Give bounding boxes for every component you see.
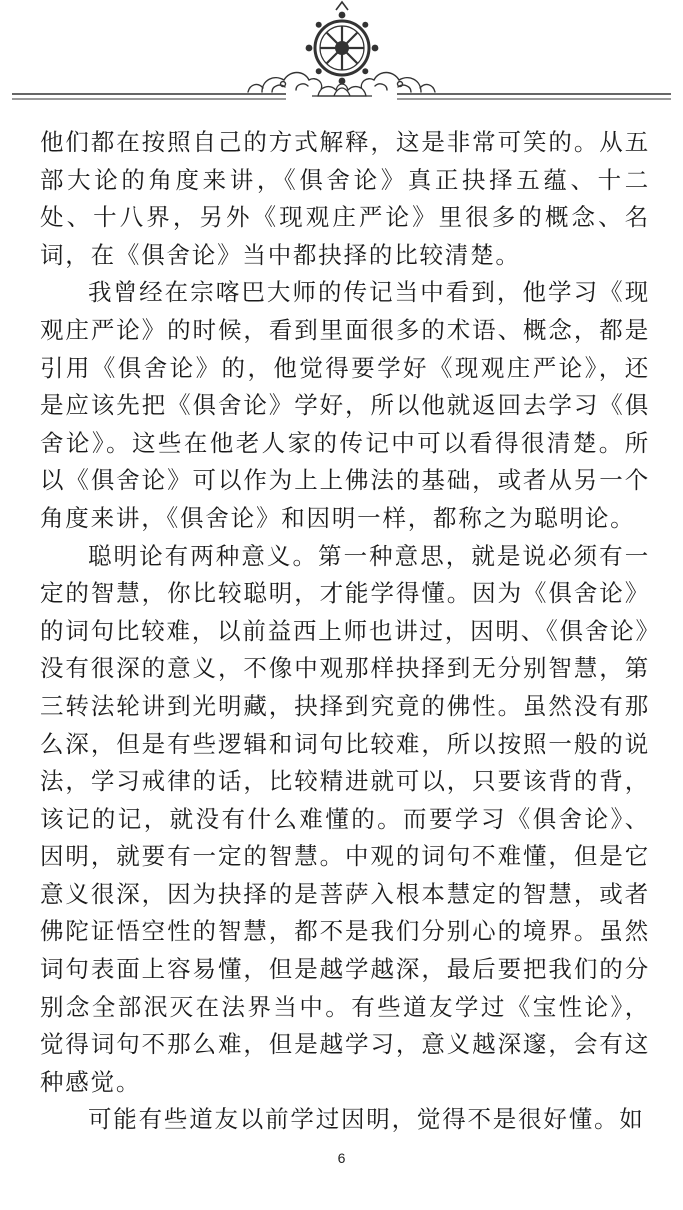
text-line: 因明，就要有一定的智慧。中观的词句不难懂，但是它 <box>40 842 650 871</box>
text-line: 聪明论有两种意义。第一种意思，就是说必须有一 <box>88 541 650 570</box>
text-line: 十八界，另外《现观庄严论》里很多的概念、名词，在 <box>40 203 650 269</box>
text-line: 《俱舍论》当中都抉择的比较清楚。 <box>115 240 521 269</box>
page-body <box>40 124 661 1139</box>
text-line: 部大论的角度来讲，《俱舍论》真正抉择五蕴、十二处、 <box>40 165 650 232</box>
text-line: 是应该先把《俱舍论》学好，所以他就返回去学习《俱 <box>40 391 650 420</box>
paragraph <box>40 538 661 1102</box>
text-line: 观庄严论》的时候，看到里面很多的术语、概念，都是 <box>40 315 650 344</box>
paragraph <box>40 1101 650 1139</box>
text-line: 法，学习戒律的话，比较精进就可以，只要该背的背， <box>40 767 650 796</box>
text-line: 该记的记，就没有什么难懂的。而要学习《俱舍论》、 <box>40 804 650 833</box>
text-line: 的词句比较难，以前益西上师也讲过，因明、《俱舍论》 <box>40 616 661 645</box>
text-line: 种感觉。 <box>40 1067 142 1096</box>
text-line: 别念全部泯灭在法界当中。有些道友学过《宝性论》， <box>40 992 650 1021</box>
text-line: 么深，但是有些逻辑和词句比较难，所以按照一般的说 <box>40 729 650 758</box>
text-line: 觉得词句不那么难，但是越学习，意义越深邃，会有这 <box>40 1030 650 1059</box>
text-line: 可能有些道友以前学过因明，觉得不是很好懂。如 <box>88 1105 645 1134</box>
text-line: 角度来讲，《俱舍论》和因明一样，都称之为聪明论。 <box>40 503 636 532</box>
paragraph <box>40 124 650 274</box>
header-ornament <box>0 0 683 112</box>
text-line: 舍论》。这些在他老人家的传记中可以看得很清楚。所 <box>40 428 650 457</box>
paragraph <box>40 274 650 537</box>
text-line: 词句表面上容易懂，但是越学越深，最后要把我们的分 <box>40 955 650 984</box>
cloud-scroll-right-icon <box>361 73 435 93</box>
text-line: 以《俱舍论》可以作为上上佛法的基础，或者从另一个 <box>40 466 650 495</box>
dharma-wheel-icon <box>306 2 379 84</box>
text-line: 三转法轮讲到光明藏，抉择到究竟的佛性。虽然没有那 <box>40 691 650 720</box>
text-line: 佛陀证悟空性的智慧，都不是我们分别心的境界。虽然 <box>40 917 650 946</box>
text-line: 意义很深，因为抉择的是菩萨入根本慧定的智慧，或者 <box>40 879 650 908</box>
page-number: 6 <box>337 1150 346 1166</box>
text-line: 定的智慧，你比较聪明，才能学得懂。因为《俱舍论》 <box>40 579 650 608</box>
cloud-scroll-left-icon <box>248 73 322 93</box>
lotus-base-icon <box>312 84 372 96</box>
text-line: 他们都在按照自己的方式解释，这是非常可笑的。从五 <box>40 128 650 156</box>
text-line: 没有很深的意义，不像中观那样抉择到无分别智慧，第 <box>40 654 650 683</box>
text-line: 我曾经在宗喀巴大师的传记当中看到，他学习《现 <box>88 278 650 307</box>
text-line: 引用《俱舍论》的，他觉得要学好《现观庄严论》，还 <box>40 353 650 382</box>
